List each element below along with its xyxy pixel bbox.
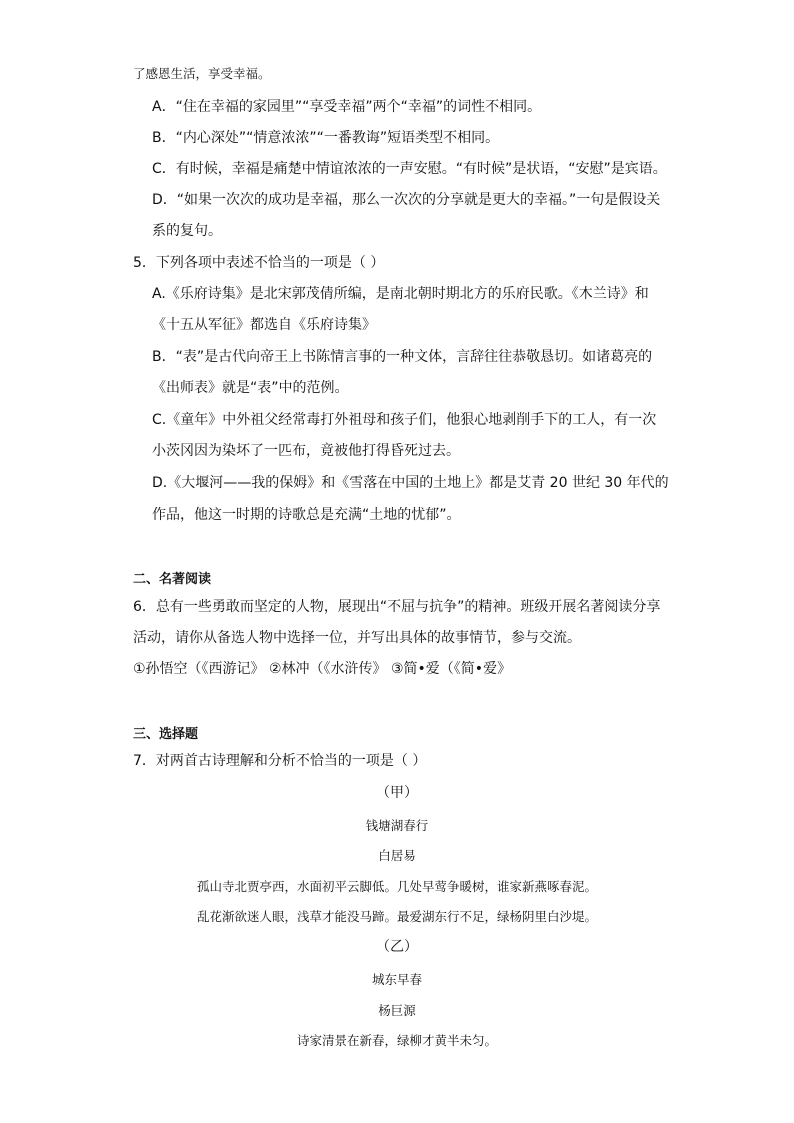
q5-option-d-line1: D.《大堰河——我的保姆》和《雪落在中国的土地上》都是艾青 20 世纪 30 年代的 [152,475,669,491]
q5-option-a-line2: 《十五从军征》都选自《乐府诗集》 [152,317,376,333]
q5-option-a-line1: A.《乐府诗集》是北宋郭茂倩所编，是南北朝时期北方的乐府民歌。《木兰诗》和 [152,286,649,302]
section-2-heading: 二、名著阅读 [133,572,212,587]
poem-jia-author: 白居易 [378,848,416,863]
poem-jia-line1: 孤山寺北贾亭西，水面初平云脚低。几处早莺争暖树，谁家新燕啄春泥。 [196,879,597,894]
q4-option-d-line1: D．“如果一次次的成功是幸福，那么一次次的分享就是更大的幸福。”一句是假设关 [152,192,661,208]
q4-intro-tail: 了感恩生活，享受幸福。 [133,66,271,81]
q6-choices: ①孙悟空（《西游记》 ②林冲（《水浒传》 ③简•爱（《简•爱》 [133,661,512,677]
poem-jia-line2: 乱花渐欲迷人眼，浅草才能没马蹄。最爱湖东行不足，绿杨阴里白沙堤。 [196,909,597,924]
q4-option-b: B．“内心深处”“情意浓浓”“一番教诲”短语类型不相同。 [152,130,500,146]
q5-option-b-line2: 《出师表》就是“表”中的范例。 [152,380,349,396]
q5-option-d-line2: 作品，他这一时期的诗歌总是充满“土地的忧郁”。 [152,507,461,523]
poem-yi-line1: 诗家清景在新春，绿柳才黄半未匀。 [296,1033,497,1048]
q6-line2: 活动，请你从备选人物中选择一位，并写出具体的故事情节，参与交流。 [133,630,581,646]
q5-option-b-line1: B．“表”是古代向帝王上书陈情言事的一种文体，言辞往往恭敬恳切。如诸葛亮的 [152,349,653,365]
poem-yi-label: （乙） [376,939,418,955]
poem-jia-label: （甲） [376,785,418,801]
q5-stem: 5．下列各项中表述不恰当的一项是（ ） [133,255,385,271]
poem-yi-author: 杨巨源 [378,1003,416,1018]
q4-option-c: C．有时候，幸福是痛楚中情谊浓浓的一声安慰。“有时候”是状语，“安慰”是宾语。 [152,161,667,177]
q7-stem: 7．对两首古诗理解和分析不恰当的一项是（ ） [133,753,427,769]
q6-line1: 6．总有一些勇敢而坚定的人物，展现出“不屈与抗争”的精神。班级开展名著阅读分享 [133,599,661,615]
q5-option-c-line1: C.《童年》中外祖父经常毒打外祖母和孩子们，他狠心地剥削手下的工人，有一次 [152,412,657,428]
q5-option-c-line2: 小茨冈因为染坏了一匹布，竟被他打得昏死过去。 [152,443,460,459]
poem-jia-title: 钱塘湖春行 [365,818,429,833]
q4-option-d-line2: 系的复句。 [152,223,222,239]
section-3-heading: 三、选择题 [133,727,199,742]
poem-yi-title: 城东早春 [371,972,422,987]
q4-option-a: A．“住在幸福的家园里”“享受幸福”两个“幸福”的词性不相同。 [152,99,542,115]
